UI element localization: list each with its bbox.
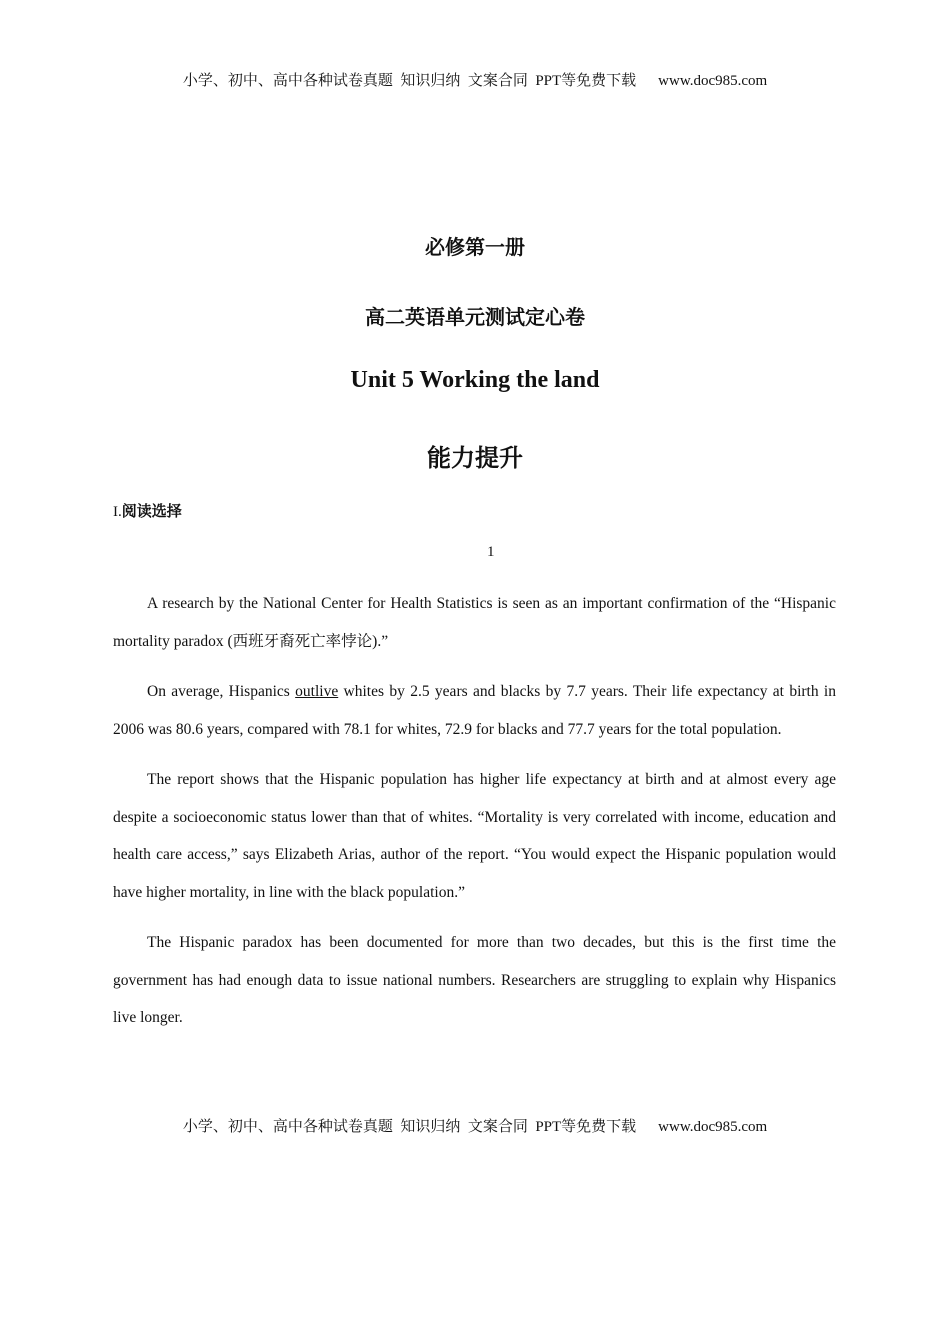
section-number: I.	[113, 504, 122, 520]
footer-site-link[interactable]: www.doc985.com	[658, 1119, 768, 1135]
passage-number: 1	[487, 544, 495, 560]
header-text: 小学、初中、高中各种试卷真题 知识归纳 文案合同 PPT等免费下载	[182, 73, 637, 89]
reading-passage	[113, 585, 836, 1050]
unit-title: Unit 5 Working the land	[350, 367, 600, 393]
header-site-link[interactable]: www.doc985.com	[658, 73, 768, 89]
footer-text: 小学、初中、高中各种试卷真题 知识归纳 文案合同 PPT等免费下载	[182, 1119, 637, 1135]
paragraph-2	[113, 673, 836, 748]
paragraph-2-rest: whites by 2.5 years and blacks by 7.7 years. Their life expectancy at birth in 2006 was 80.6 years, compared with 78.1 for whites, 72.9 for blacks and 77.7 years for the total population.	[113, 683, 836, 738]
section-heading	[113, 500, 182, 521]
exam-title: 高二英语单元测试定心卷	[365, 305, 585, 329]
section-label: 阅读选择	[121, 502, 182, 520]
level-title: 能力提升	[427, 444, 523, 472]
paragraph-4: The Hispanic paradox has been documented for more than two decades, but this is the first time the government has had enough data to issue national numbers. Researchers are struggling to explain why Hispanics live longer.	[113, 934, 836, 1026]
page-footer	[0, 1115, 950, 1136]
page-header	[0, 69, 950, 90]
paragraph-2-start: On average, Hispanics	[147, 683, 296, 700]
paragraph-1: A research by the National Center for Health Statistics is seen as an important confirmation of the “Hispanic mortality paradox (西班牙裔死亡率悖论).”	[113, 595, 836, 650]
paragraph-3: The report shows that the Hispanic population has higher life expectancy at birth and at almost every age despite a socioeconomic status lower than that of whites. “Mortality is very correlated with income, education and health care access,” says Elizabeth Arias, author of the report. “You would expect the Hispanic population would have higher mortality, in line with the black population.”	[113, 771, 836, 901]
underlined-word: outlive	[295, 683, 339, 700]
book-title: 必修第一册	[425, 235, 525, 259]
